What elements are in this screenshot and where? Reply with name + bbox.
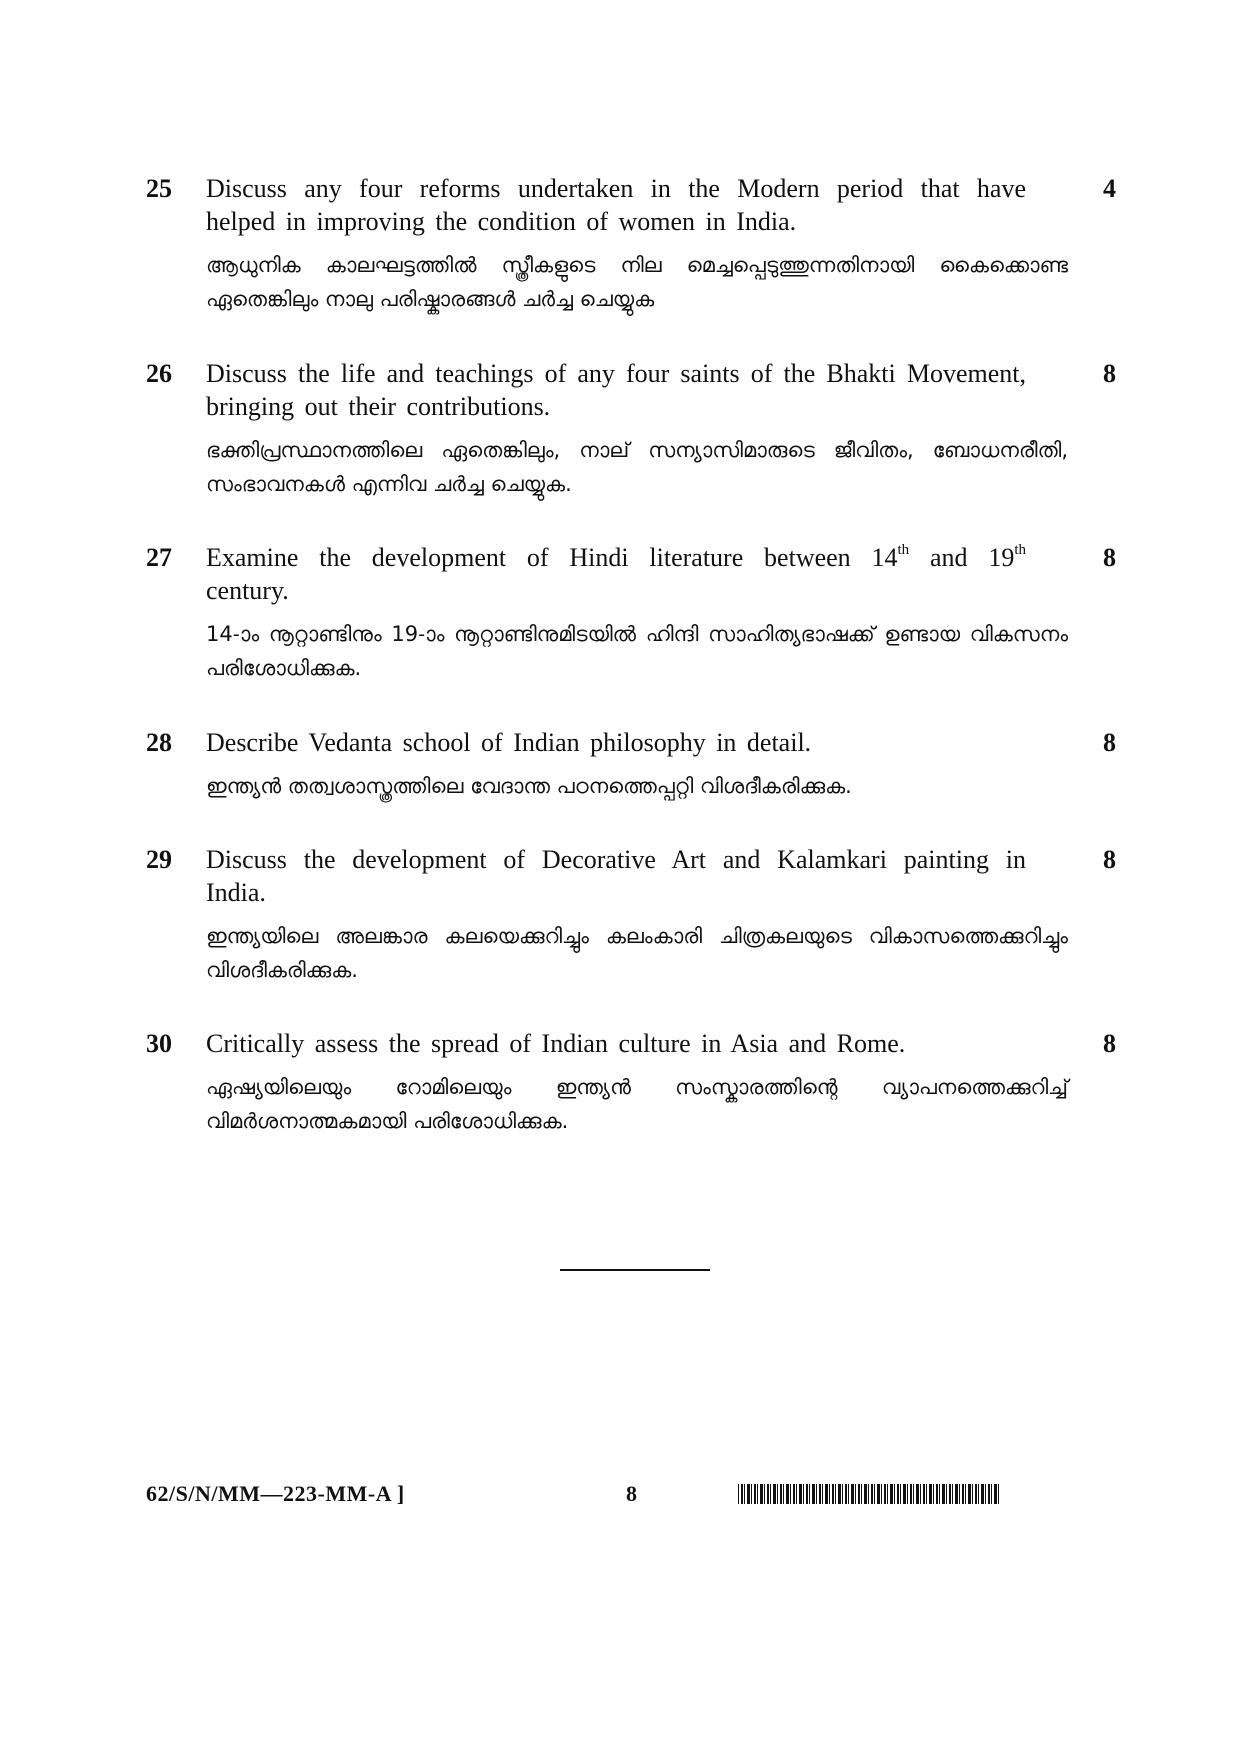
question-text-malayalam: ഏഷ്യയിലെയും റോമിലെയും ഇന്ത്യൻ സംസ്കാരത്തിന്റെ വ്യാപനത്തെക്കുറിച്ച് വിമർശനാത്മകമായി പരിശോധിക്കുക. xyxy=(206,1075,1068,1133)
english-part: century. xyxy=(206,576,289,605)
english-part: Examine the development of Hindi literature between 14 xyxy=(206,543,898,572)
question-marks: 4 xyxy=(1103,174,1116,203)
question-number: 29 xyxy=(146,845,172,874)
question-number: 30 xyxy=(146,1029,172,1058)
question-text-english: Discuss any four reforms undertaken in the Modern period that have helped in improving the condition of women in India. xyxy=(206,174,1026,236)
question-number: 27 xyxy=(146,543,172,572)
ordinal-suffix: th xyxy=(897,542,910,559)
question-text-malayalam: ഭക്തിപ്രസ്ഥാനത്തിലെ ഏതെങ്കിലും, നാല് സന്യാസിമാരുടെ ജീവിതം, ബോധനരീതി, സംഭാവനകൾ എന്നിവ ചർച്ച ചെയ്യുക. xyxy=(206,438,1068,496)
question-text-malayalam: ആധുനിക കാലഘട്ടത്തിൽ സ്ത്രീകളുടെ നില മെച്ചപ്പെടുത്തുന്നതിനായി കൈക്കൊണ്ട ഏതെങ്കിലും നാലു പരിഷ്കാരങ്ങൾ ചർച്ച ചെയ്യുക xyxy=(206,253,1068,311)
english-part: and 19 xyxy=(909,543,1015,572)
question-text-malayalam: ഇന്ത്യൻ തത്വശാസ്ത്രത്തിലെ വേദാന്ത പഠനത്തെപ്പറ്റി വിശദീകരിക്കുക. xyxy=(206,774,852,798)
barcode xyxy=(738,1484,1000,1504)
end-divider xyxy=(560,1269,710,1271)
question-text-malayalam: ഇന്ത്യയിലെ അലങ്കാര കലയെക്കുറിച്ചും കലംകാരി ചിത്രകലയുടെ വികാസത്തെക്കുറിച്ചും വിശദീകരിക്കുക. xyxy=(206,924,1068,982)
question-text-english xyxy=(206,541,1026,607)
question-number: 25 xyxy=(146,174,172,203)
question-marks: 8 xyxy=(1103,1029,1116,1058)
question-marks: 8 xyxy=(1103,845,1116,874)
question-text-english: Discuss the life and teachings of any four saints of the Bhakti Movement, bringing out their contributions. xyxy=(206,359,1026,421)
question-text-malayalam: 14-ാം നൂറ്റാണ്ടിനും 19-ാം നൂറ്റാണ്ടിനുമിടയിൽ ഹിന്ദി സാഹിത്യഭാഷക്ക് ഉണ്ടായ വികസനം പരിശോധിക്കുക. xyxy=(206,622,1068,680)
question-number: 28 xyxy=(146,728,172,757)
question-text-english: Critically assess the spread of Indian culture in Asia and Rome. xyxy=(206,1029,906,1058)
question-marks: 8 xyxy=(1103,543,1116,572)
ordinal-suffix: th xyxy=(1014,542,1026,559)
question-marks: 8 xyxy=(1103,728,1116,757)
question-marks: 8 xyxy=(1103,359,1116,388)
question-number: 26 xyxy=(146,359,172,388)
paper-code: 62/S/N/MM—223-MM-A ] xyxy=(146,1481,405,1506)
question-text-english: Describe Vedanta school of Indian philosophy in detail. xyxy=(206,728,812,757)
page-number: 8 xyxy=(626,1481,637,1506)
question-text-english: Discuss the development of Decorative Art and Kalamkari painting in India. xyxy=(206,845,1026,907)
